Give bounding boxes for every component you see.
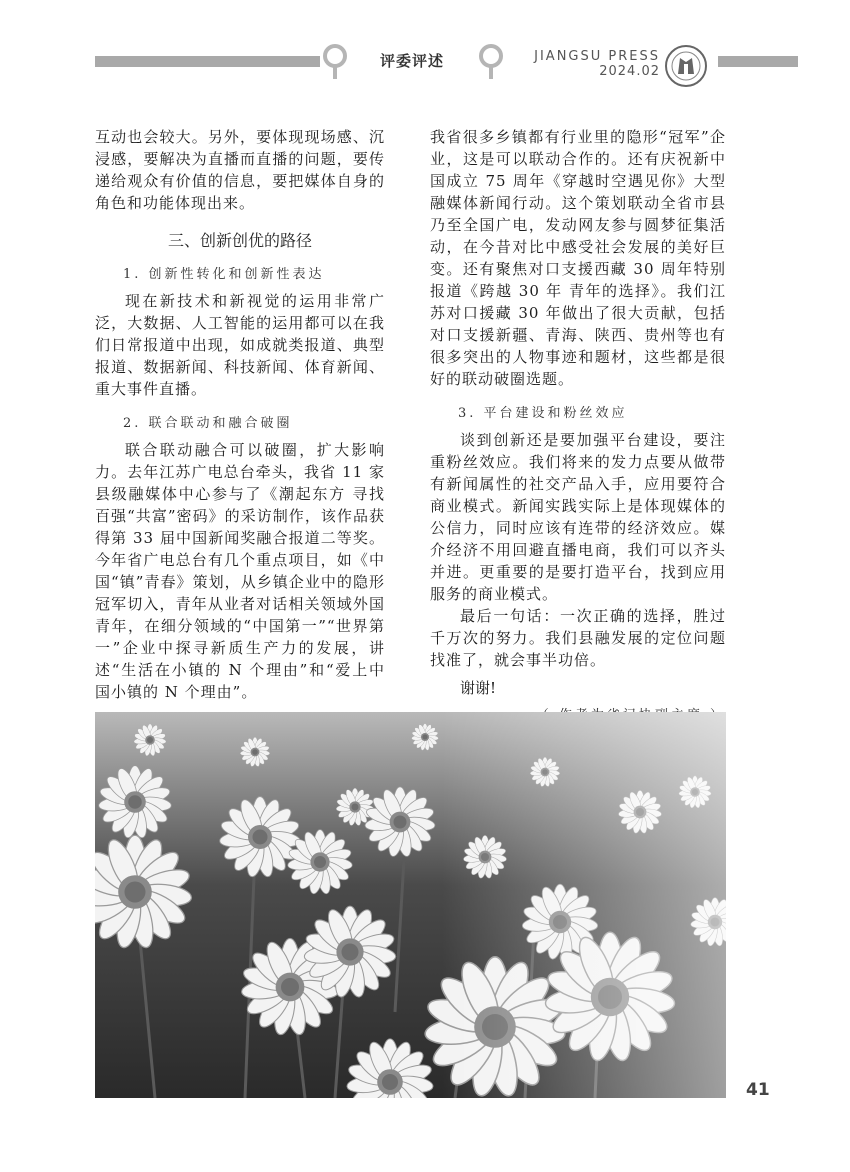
subsection-heading: 2. 联合联动和融合破圈 (123, 416, 293, 431)
section-title: 评委评述 (380, 52, 445, 70)
thanks-text: 谢谢! (460, 679, 497, 697)
paragraph: 联合联动融合可以破圈，扩大影响力。去年江苏广电总台牵头，我省 11 家县级融媒体中心参与了《潮起东方 寻找百强“共富”密码》的采访制作，该作品获得第 33 届中国新闻奖融合报道二等奖。今年省广电总台有几个重点项目，如《中国“镇”青春》策划，从乡镇企业中的隐形冠军切入，青年从业者对话相关领域外国青年，在细分领域的“中国第一”“世界第一”企业中探寻新质生产力的发展，讲述“生活在小镇的 N 个理由”和“爱上中国小镇的 N 个理由”。 (95, 441, 385, 701)
header-bar-right (718, 56, 798, 67)
daisy-photo (95, 712, 726, 1098)
emblem-logo (664, 44, 708, 88)
magazine-brand (520, 49, 660, 79)
pin-icon (320, 44, 350, 80)
subsection-heading: 1. 创新性转化和创新性表达 (123, 267, 325, 282)
right-column (430, 126, 726, 723)
pin-icon (476, 44, 506, 80)
paragraph: 我省很多乡镇都有行业里的隐形“冠军”企业，这是可以联动合作的。还有庆祝新中国成立 75 周年《穿越时空遇见你》大型融媒体新闻行动。这个策划联动全省市县乃至全国广电，发动网友参与圆梦征集活动，在今昔对比中感受社会发展的美好巨变。还有聚焦对口支援西藏 30 周年特别报道《跨越 30 年 青年的选择》。我们江苏对口援藏 30 年做出了很大贡献，包括对口支援新疆、青海、陕西、贵州等也有很多突出的人物事迹和题材，这些都是很好的联动破圈选题。 (430, 128, 726, 388)
brand-name: JIANGSU PRESS (534, 49, 660, 64)
paragraph: 谈到创新还是要加强平台建设，要注重粉丝效应。我们将来的发力点要从做带有新闻属性的社交产品入手，应用要符合商业模式。新闻实践实际上是体现媒体的公信力，同时应该有连带的经济效应。媒介经济不用回避直播电商，我们可以齐头并进。更重要的是要打造平台，找到应用服务的商业模式。 (430, 431, 726, 603)
paragraph: 现在新技术和新视觉的运用非常广泛，大数据、人工智能的运用都可以在我们日常报道中出现，如成就类报道、典型报道、数据新闻、科技新闻、体育新闻、重大事件直播。 (95, 292, 385, 398)
paragraph: 最后一句话：一次正确的选择，胜过千万次的努力。我们县融发展的定位问题找准了，就会事半功倍。 (430, 607, 726, 669)
issue-date: 2024.02 (599, 64, 660, 79)
subsection-heading: 3. 平台建设和粉丝效应 (458, 406, 628, 421)
header-bar-left (95, 56, 320, 67)
paragraph: 互动也会较大。另外，要体现现场感、沉浸感，要解决为直播而直播的问题，要传递给观众有价值的信息，要把媒体自身的角色和功能体现出来。 (95, 128, 385, 212)
page-number: 41 (746, 1080, 770, 1100)
section-heading: 三、创新创优的路径 (167, 231, 312, 250)
left-column (95, 126, 385, 703)
